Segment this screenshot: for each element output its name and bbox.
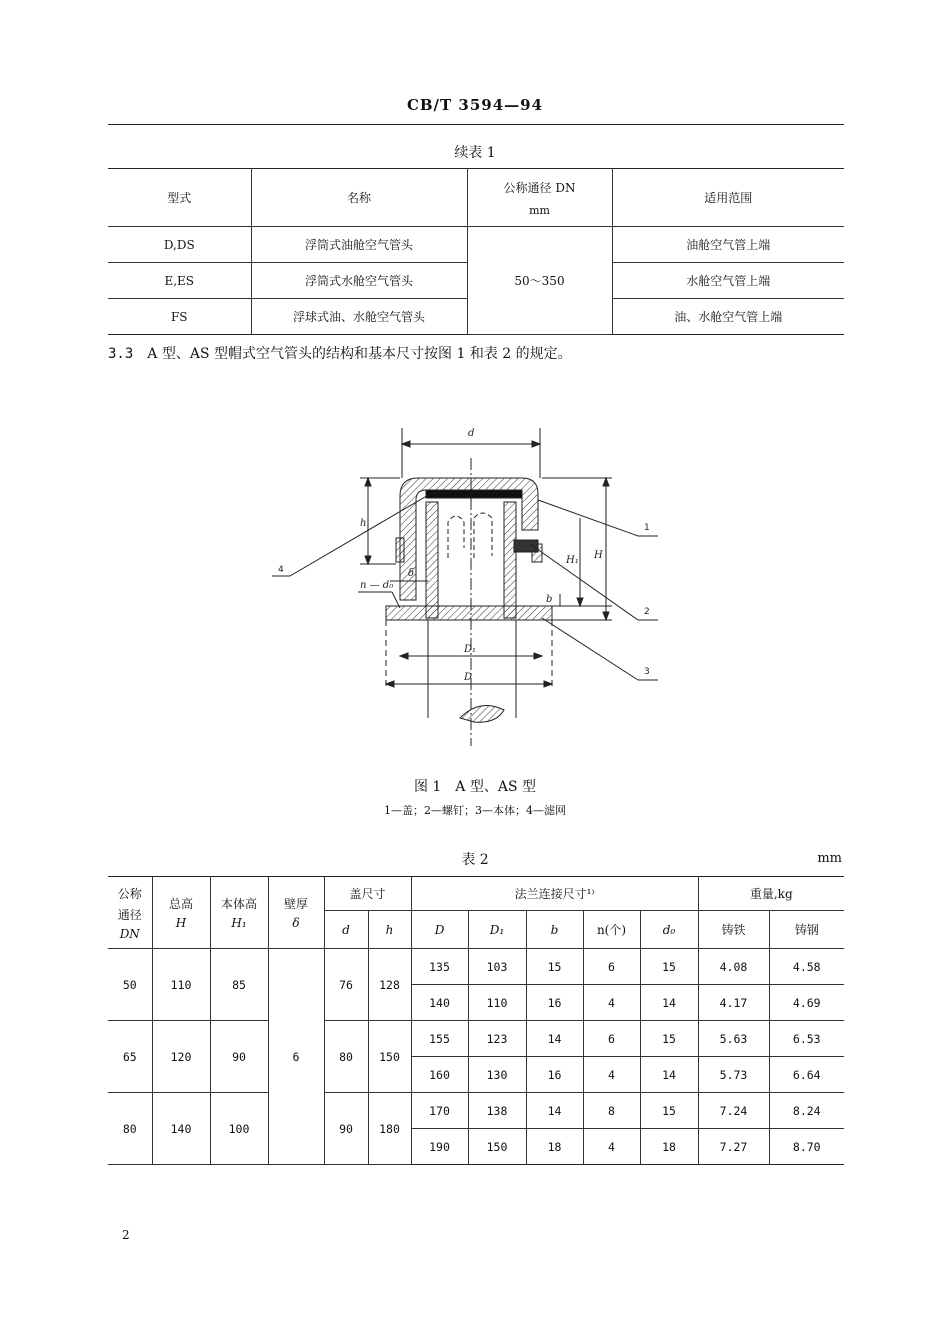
label-H1: H₁ (566, 555, 579, 566)
table1-cell-scope: 水舱空气管上端 (612, 263, 844, 299)
table1-cell-dn-range: 50～350 (467, 227, 612, 335)
table1-caption: 续表 1 (454, 145, 496, 161)
cell-D: 190 (411, 1129, 468, 1165)
label-n-d0: n — d₀ (360, 580, 394, 591)
cell-d: 90 (324, 1093, 368, 1165)
cell-b: 18 (526, 1129, 583, 1165)
cell-H1: 90 (210, 1021, 268, 1093)
table2-header-dn-line2: 通径 (117, 907, 142, 922)
table2-header-flange: 法兰连接尺寸¹⁾ (411, 877, 698, 911)
cell-n: 4 (583, 1057, 640, 1093)
inner-baffle (474, 513, 492, 558)
table1 (108, 168, 844, 335)
table1-header-type: 型式 (108, 169, 251, 227)
flange (386, 606, 552, 620)
cell-H1: 85 (210, 949, 268, 1021)
cell-b: 16 (526, 1057, 583, 1093)
table2-header-b: b (526, 911, 583, 949)
table2-unit: mm (817, 851, 842, 866)
label-h: h (360, 518, 367, 529)
callout-3: 3 (644, 667, 650, 677)
cell-H: 120 (152, 1021, 210, 1093)
table2-header-H1-line2: H₁ (231, 916, 247, 930)
table2-header-dn (108, 877, 152, 949)
clause-number: 3.3 (108, 346, 134, 362)
screw (514, 540, 538, 552)
cell-cast-steel: 8.24 (769, 1093, 844, 1129)
table2-header-cast-iron: 铸铁 (698, 911, 769, 949)
label-D: D (464, 672, 473, 683)
page-number: 2 (122, 1228, 130, 1242)
figure-caption: 图 1 A 型、AS 型 (413, 779, 537, 795)
cell-D1: 110 (468, 985, 526, 1021)
cell-cast-steel: 8.70 (769, 1129, 844, 1165)
table2 (108, 876, 844, 1165)
label-delta: δ (408, 568, 415, 579)
cell-b: 15 (526, 949, 583, 985)
cell-d0: 15 (640, 1093, 698, 1129)
cell-n: 8 (583, 1093, 640, 1129)
cell-d: 76 (324, 949, 368, 1021)
table1-header-name: 名称 (251, 169, 467, 227)
cell-H1: 100 (210, 1093, 268, 1165)
table2-header-d: d (324, 911, 368, 949)
cell-cast-iron: 5.63 (698, 1021, 769, 1057)
cell-d0: 15 (640, 949, 698, 985)
table1-cell-type: FS (108, 299, 251, 335)
table2-header-delta-line2: δ (292, 916, 300, 930)
table1-cell-name: 浮球式油、水舱空气管头 (251, 299, 467, 335)
cell-delta: 6 (268, 949, 324, 1165)
arrowhead (532, 441, 540, 447)
cell-cast-iron: 7.27 (698, 1129, 769, 1165)
cell-d0: 15 (640, 1021, 698, 1057)
cell-D1: 130 (468, 1057, 526, 1093)
arrowhead (534, 653, 542, 659)
body-wall-left (426, 502, 438, 618)
table2-header-weight: 重量,kg (698, 877, 844, 911)
arrowhead (386, 681, 394, 687)
table-row (108, 227, 844, 263)
cell-cast-iron: 4.08 (698, 949, 769, 985)
table2-header-cap: 盖尺寸 (324, 877, 411, 911)
cell-b: 14 (526, 1093, 583, 1129)
table-row (108, 1093, 844, 1129)
label-H: H (594, 550, 603, 561)
arrowhead (603, 612, 609, 620)
leader-3 (542, 618, 638, 680)
cell-h: 180 (368, 1093, 411, 1165)
filter-screen (426, 490, 522, 498)
table2-header-H (152, 877, 210, 949)
cell-h: 150 (368, 1021, 411, 1093)
cell-D1: 103 (468, 949, 526, 985)
table2-header-D: D (411, 911, 468, 949)
label-b: b (546, 594, 553, 605)
table2-header-h: h (368, 911, 411, 949)
table2-header-H-line2: H (175, 916, 187, 930)
table2-header-H1 (210, 877, 268, 949)
cell-D1: 138 (468, 1093, 526, 1129)
arrowhead (577, 598, 583, 606)
clause-text: A 型、AS 型帽式空气管头的结构和基本尺寸按图 1 和表 2 的规定。 (147, 346, 572, 362)
cell-dn: 50 (108, 949, 152, 1021)
pipe-break (460, 706, 504, 723)
cap-lip (396, 538, 404, 562)
table2-header-row (108, 877, 844, 911)
cell-n: 6 (583, 1021, 640, 1057)
body-wall-right (504, 502, 516, 618)
cell-D: 135 (411, 949, 468, 985)
cell-b: 14 (526, 1021, 583, 1057)
callout-1: 1 (644, 523, 650, 533)
cell-cast-iron: 4.17 (698, 985, 769, 1021)
cell-n: 4 (583, 985, 640, 1021)
table2-header-D1: D₁ (468, 911, 526, 949)
cell-cast-iron: 5.73 (698, 1057, 769, 1093)
table1-header-scope: 适用范围 (612, 169, 844, 227)
standard-code-header: CB/T 3594—94 (406, 96, 544, 114)
table2-header-cast-steel: 铸钢 (769, 911, 844, 949)
table1-cell-scope: 油、水舱空气管上端 (612, 299, 844, 335)
arrowhead (365, 478, 371, 486)
cell-cast-steel: 6.64 (769, 1057, 844, 1093)
figure-legend: 1—盖；2—螺钉；3—本体；4—滤网 (384, 804, 566, 817)
cell-dn: 65 (108, 1021, 152, 1093)
cell-H: 110 (152, 949, 210, 1021)
table2-caption: 表 2 (461, 852, 489, 868)
cell-D1: 150 (468, 1129, 526, 1165)
table2-header-delta (268, 877, 324, 949)
cell-D: 140 (411, 985, 468, 1021)
arrowhead (544, 681, 552, 687)
cell-D: 160 (411, 1057, 468, 1093)
cell-d0: 14 (640, 1057, 698, 1093)
cell-cast-iron: 7.24 (698, 1093, 769, 1129)
cell-D1: 123 (468, 1021, 526, 1057)
cell-d0: 18 (640, 1129, 698, 1165)
table1-cell-name: 浮筒式水舱空气管头 (251, 263, 467, 299)
cell-cast-steel: 4.58 (769, 949, 844, 985)
cell-h: 128 (368, 949, 411, 1021)
cell-cast-steel: 4.69 (769, 985, 844, 1021)
table1-cell-type: E,ES (108, 263, 251, 299)
table2-header-d0: d₀ (640, 911, 698, 949)
label-D1: D₁ (464, 644, 477, 655)
label-d: d (468, 428, 475, 439)
arrowhead (365, 556, 371, 564)
table2-header-delta-line1: 壁厚 (283, 897, 308, 911)
table2-header-H1-line1: 本体高 (220, 897, 257, 911)
cell-D: 170 (411, 1093, 468, 1129)
inner-baffle (448, 516, 464, 558)
cell-d: 80 (324, 1021, 368, 1093)
cell-H: 140 (152, 1093, 210, 1165)
arrowhead (603, 478, 609, 486)
table1-header-row (108, 169, 844, 227)
arrowhead (400, 653, 408, 659)
cell-n: 4 (583, 1129, 640, 1165)
cell-dn: 80 (108, 1093, 152, 1165)
clause-3-3 (108, 343, 572, 363)
cell-cast-steel: 6.53 (769, 1021, 844, 1057)
arrowhead (402, 441, 410, 447)
callout-2: 2 (644, 607, 650, 617)
table1-cell-name: 浮筒式油舱空气管头 (251, 227, 467, 263)
table-row (108, 949, 844, 985)
callout-4: 4 (278, 565, 284, 575)
table1-header-dn (467, 169, 612, 227)
table2-header-H-line1: 总高 (168, 897, 193, 911)
cell-d0: 14 (640, 985, 698, 1021)
cap-air-pipe-head-drawing (260, 418, 680, 748)
table2-header-n: n(个) (583, 911, 640, 949)
table1-cell-type: D,DS (108, 227, 251, 263)
cell-D: 155 (411, 1021, 468, 1057)
leader-1 (538, 500, 638, 536)
cell-n: 6 (583, 949, 640, 985)
table2-header-dn-line1: 公称 (117, 886, 142, 901)
header-rule (108, 124, 844, 125)
table1-cell-scope: 油舱空气管上端 (612, 227, 844, 263)
table-row (108, 1021, 844, 1057)
cell-b: 16 (526, 985, 583, 1021)
table1-header-dn-line2: mm (529, 203, 550, 217)
table1-header-dn-line1: 公称通径 DN (503, 180, 576, 195)
table2-header-dn-line3: DN (119, 926, 140, 941)
